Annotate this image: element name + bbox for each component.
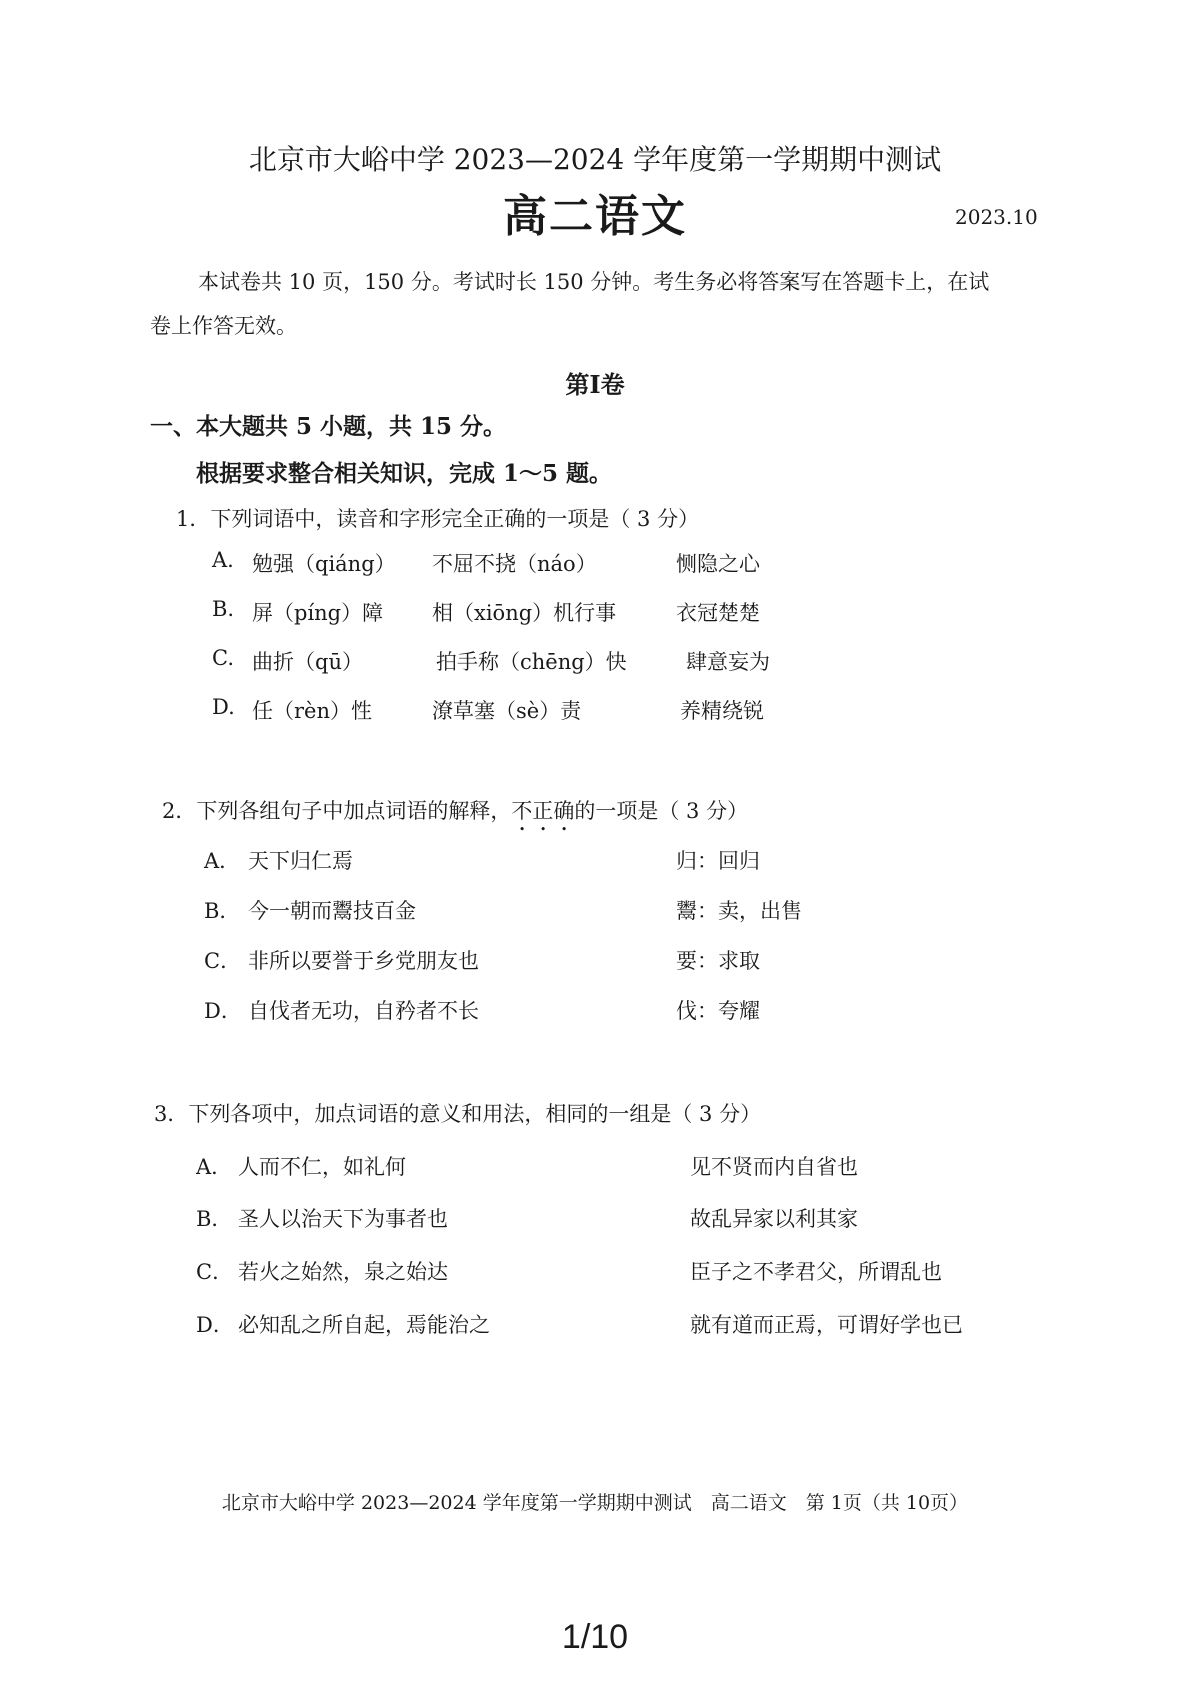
- q3-option-d-label: D．: [196, 1313, 234, 1337]
- volume-heading: 第Ⅰ卷: [565, 370, 625, 399]
- q3-option-b-left: 圣人以治天下为事者也: [238, 1207, 448, 1231]
- q1-option-a-word3: 恻隐之心: [676, 552, 760, 576]
- q1-option-b-label: B.: [212, 597, 235, 621]
- q2-option-c-label: C．: [204, 949, 242, 973]
- question-2-emphasis: 不正确: [511, 799, 575, 823]
- q1-option-b-word2: 相（xiōng）机行事: [432, 601, 617, 625]
- question-1-stem: 1．下列词语中，读音和字形完全正确的一项是（ 3 分）: [176, 507, 700, 531]
- q3-option-c-right: 臣子之不孝君父，所谓乱也: [690, 1260, 942, 1284]
- q3-option-a-label: A．: [196, 1155, 233, 1179]
- q1-option-c-word1: 曲折（qū）: [252, 650, 363, 674]
- section-heading: 一、本大题共 5 小题，共 15 分。: [150, 413, 507, 440]
- q2-option-b-sentence: 今一朝而鬻技百金: [248, 899, 416, 923]
- q2-option-c-gloss: 要：求取: [676, 949, 760, 973]
- q2-option-d-sentence: 自伐者无功，自矜者不长: [248, 999, 479, 1023]
- q1-option-c-label: C.: [212, 646, 234, 670]
- exam-instructions: [150, 260, 1050, 348]
- question-3-stem: 3．下列各项中，加点词语的意义和用法，相同的一组是（ 3 分）: [154, 1102, 762, 1126]
- page-number: 1/10: [561, 1618, 629, 1656]
- q1-option-c-word2: 拍手称（chēng）快: [436, 650, 627, 674]
- q3-option-b-label: B．: [196, 1207, 233, 1231]
- q1-option-d-label: D.: [212, 695, 235, 719]
- section-subheading: 根据要求整合相关知识，完成 1～5 题。: [196, 460, 613, 487]
- school-title: 北京市大峪中学 2023—2024 学年度第一学期期中测试: [248, 143, 942, 176]
- q3-option-a-right: 见不贤而内自省也: [690, 1155, 858, 1179]
- exam-date: 2023.10: [955, 205, 1038, 229]
- q1-option-c-word3: 肆意妄为: [686, 650, 770, 674]
- q2-option-c-sentence: 非所以要誉于乡党朋友也: [248, 949, 479, 973]
- q1-option-d-word2: 潦草塞（sè）责: [432, 699, 582, 723]
- q3-option-b-right: 故乱异家以利其家: [690, 1207, 858, 1231]
- q2-option-b-label: B．: [204, 899, 241, 923]
- instructions-line-1: 本试卷共 10 页，150 分。考试时长 150 分钟。考生务必将答案写在答题卡上，在试: [198, 270, 990, 294]
- q3-option-a-left: 人而不仁，如礼何: [238, 1155, 406, 1179]
- question-2-stem: [162, 795, 748, 836]
- q2-option-d-label: D．: [204, 999, 242, 1023]
- q3-option-d-left: 必知乱之所自起，焉能治之: [238, 1313, 490, 1337]
- q2-option-a-gloss: 归：回归: [676, 849, 760, 873]
- q3-option-c-left: 若火之始然，泉之始达: [238, 1260, 448, 1284]
- question-2-stem-start: 2．下列各组句子中加点词语的解释，: [162, 799, 512, 823]
- q1-option-a-label: A.: [212, 548, 234, 572]
- q1-option-d-word3: 养精绕锐: [680, 699, 764, 723]
- q1-option-b-word1: 屏（píng）障: [252, 601, 384, 625]
- q3-option-d-right: 就有道而正焉，可谓好学也已: [690, 1313, 963, 1337]
- q2-option-b-gloss: 鬻：卖，出售: [676, 899, 802, 923]
- q1-option-a-word2: 不屈不挠（náo）: [432, 552, 597, 576]
- instructions-line-2: 卷上作答无效。: [150, 314, 297, 338]
- q2-option-a-label: A．: [204, 849, 241, 873]
- q2-option-d-gloss: 伐：夸耀: [676, 999, 760, 1023]
- q1-option-d-word1: 任（rèn）性: [252, 699, 372, 723]
- page-footer: 北京市大峪中学 2023—2024 学年度第一学期期中测试 高二语文 第 1页（共 10页）: [221, 1492, 969, 1514]
- q1-option-b-word3: 衣冠楚楚: [676, 601, 760, 625]
- q1-option-a-word1: 勉强（qiáng）: [252, 552, 396, 576]
- subject-title: 高二语文: [503, 191, 687, 242]
- q2-option-a-sentence: 天下归仁焉: [248, 849, 353, 873]
- q3-option-c-label: C．: [196, 1260, 234, 1284]
- question-2-stem-end: 的一项是（ 3 分）: [574, 799, 749, 823]
